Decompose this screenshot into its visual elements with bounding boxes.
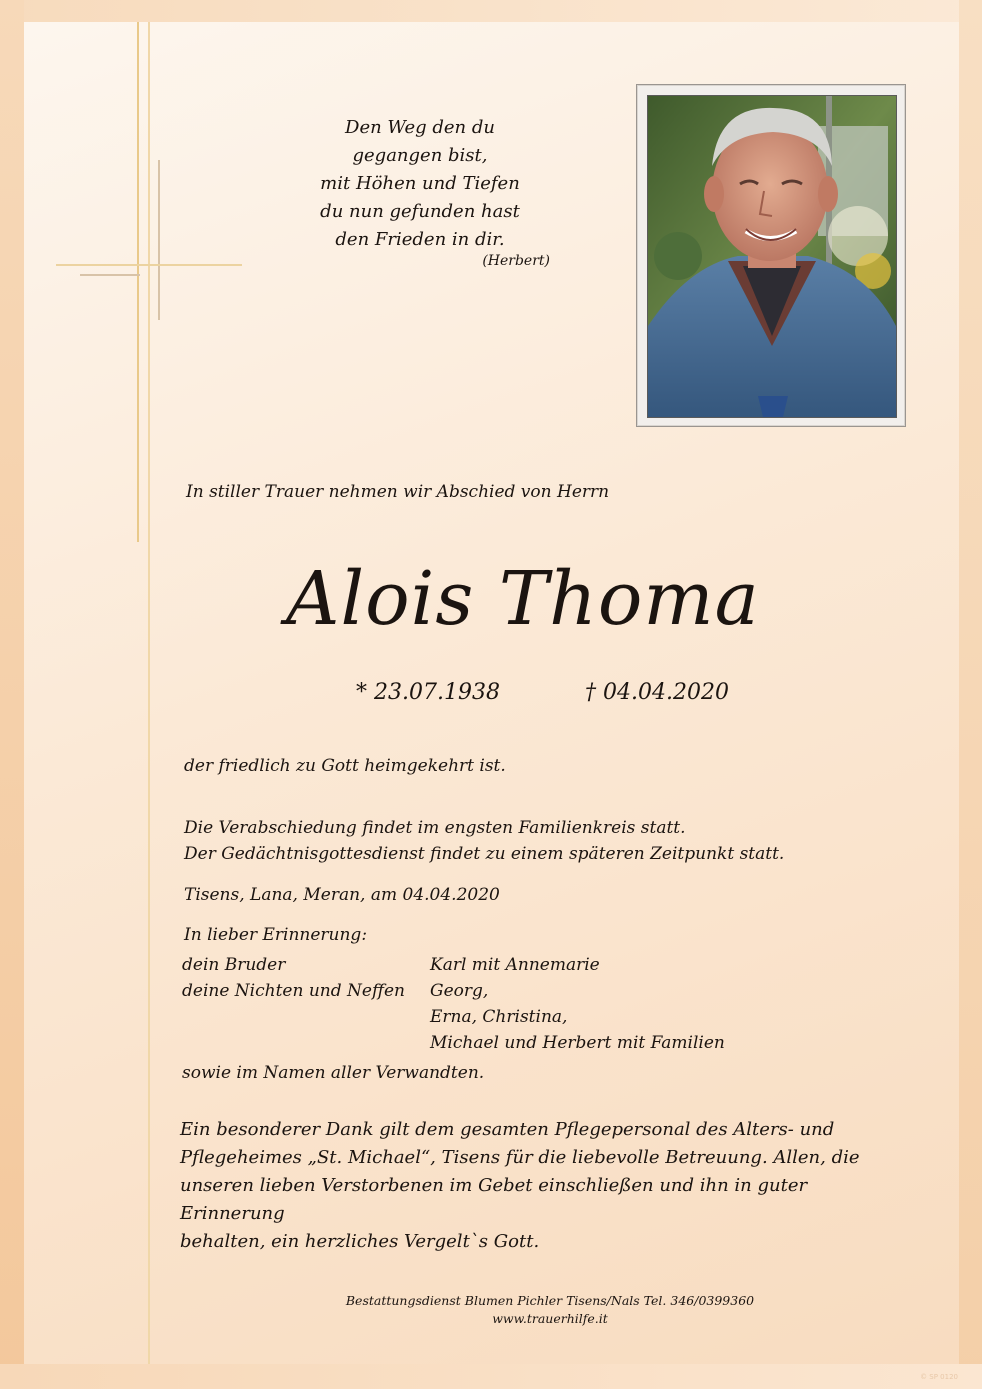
relative-names: Georg, xyxy=(430,981,489,1001)
relative-names: Michael und Herbert mit Familien xyxy=(430,1033,725,1053)
relative-names: Erna, Christina, xyxy=(430,1007,568,1027)
frame-left xyxy=(0,0,24,1389)
funeral-service: Bestattungsdienst Blumen Pichler Tisens/Nals Tel. 346/0399360 xyxy=(345,1293,755,1308)
frame-right xyxy=(959,0,982,1389)
life-dates xyxy=(356,680,729,705)
poem-author: (Herbert) xyxy=(482,253,550,269)
decor-line-1 xyxy=(137,22,139,542)
relative-role xyxy=(182,1004,430,1030)
thanks-line: Ein besonderer Dank gilt dem gesamten Pflegepersonal des Alters- und xyxy=(180,1119,835,1140)
list-item xyxy=(182,952,725,978)
decor-line-2 xyxy=(148,22,150,1364)
deceased-name: Alois Thoma xyxy=(286,556,760,642)
poem-line: gegangen bist, xyxy=(352,145,488,166)
poem-line: mit Höhen und Tiefen xyxy=(320,173,520,194)
thanks-line: unseren lieben Verstorbenen im Gebet einschließen und ihn in guter Erinnerung xyxy=(180,1175,808,1224)
thanks-line: Pflegeheimes „St. Michael“, Tisens für die liebevolle Betreuung. Allen, die xyxy=(180,1147,860,1168)
birth-date: * 23.07.1938 xyxy=(356,680,500,705)
relative-role: deine Nichten und Neffen xyxy=(182,981,405,1001)
list-item xyxy=(182,1004,725,1030)
list-item xyxy=(182,1030,725,1056)
poem-line: du nun gefunden hast xyxy=(320,201,520,222)
poem-line: Den Weg den du xyxy=(345,117,495,138)
relatives-list xyxy=(182,952,725,1086)
poem-line: den Frieden in dir. xyxy=(335,229,505,250)
relatives-closing: sowie im Namen aller Verwandten. xyxy=(182,1063,485,1083)
intro-text: In stiller Trauer nehmen wir Abschied von Herrn xyxy=(186,482,610,502)
frame-bottom xyxy=(0,1364,982,1389)
thanks-text xyxy=(180,1116,880,1256)
footer xyxy=(280,1292,820,1328)
frame-top xyxy=(0,0,982,22)
service-line: Die Verabschiedung findet im engsten Familienkreis statt. xyxy=(184,818,686,838)
website-link[interactable]: www.trauerhilfe.it xyxy=(492,1311,608,1326)
memory-heading: In lieber Erinnerung: xyxy=(184,925,368,945)
service-info xyxy=(184,815,784,867)
relative-names: Karl mit Annemarie xyxy=(430,955,600,975)
thanks-line: behalten, ein herzliches Vergelt`s Gott. xyxy=(180,1231,540,1252)
place-date: Tisens, Lana, Meran, am 04.04.2020 xyxy=(184,885,500,905)
portrait-frame xyxy=(636,84,906,427)
passed-text: der friedlich zu Gott heimgekehrt ist. xyxy=(184,756,506,776)
death-date: † 04.04.2020 xyxy=(585,680,729,705)
relative-role: dein Bruder xyxy=(182,955,286,975)
relative-role xyxy=(182,1030,430,1056)
service-line: Der Gedächtnisgottesdienst findet zu einem späteren Zeitpunkt statt. xyxy=(184,844,785,864)
copyright-mark: © SP 0120 xyxy=(920,1373,958,1381)
list-item xyxy=(182,978,725,1004)
portrait-photo xyxy=(647,95,897,418)
poem xyxy=(290,114,550,270)
